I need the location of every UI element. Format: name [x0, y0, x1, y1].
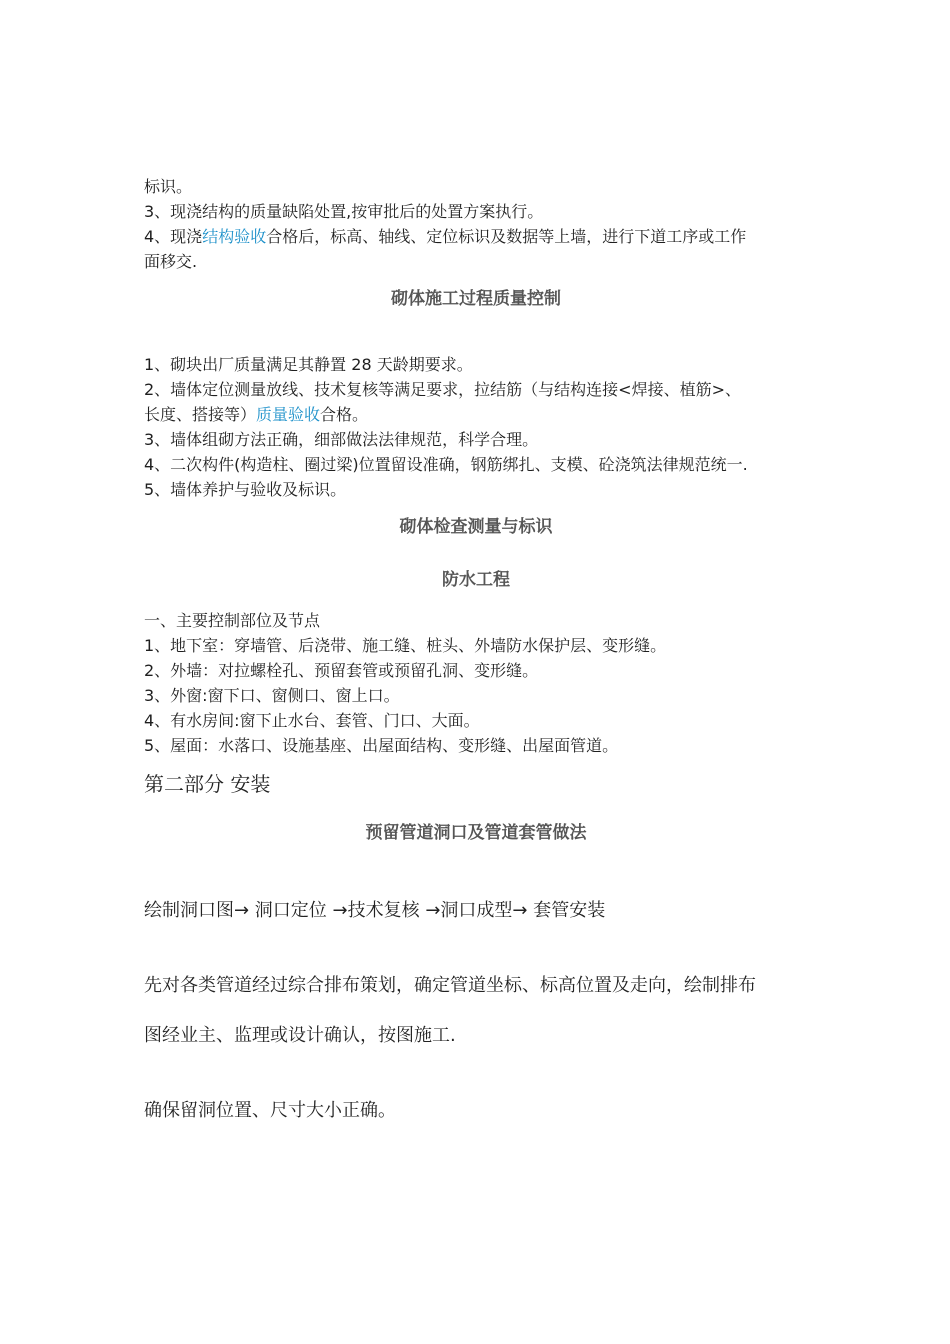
section-heading: 防水工程	[442, 570, 510, 590]
text-segment: 4、现浇	[144, 227, 203, 246]
text-line	[144, 225, 746, 249]
text-line: 图经业主、监理或设计确认，按图施工.	[144, 1025, 456, 1046]
text-segment: 长度、搭接等）	[144, 405, 257, 424]
text-line: 4、有水房间:窗下止水台、套管、门口、大面。	[144, 711, 480, 730]
text-segment: 合格。	[320, 405, 369, 424]
text-line: 5、屋面：水落口、设施基座、出屋面结构、变形缝、出屋面管道。	[144, 736, 619, 755]
quality-acceptance-link[interactable]: 质量验收	[256, 405, 321, 424]
text-line: 4、二次构件(构造柱、圈过梁)位置留设准确，钢筋绑扎、支模、砼浇筑法律规范统一.	[144, 455, 748, 474]
text-line	[144, 403, 368, 427]
section-heading: 砌体检查测量与标识	[399, 517, 553, 537]
part-title: 第二部分 安装	[144, 772, 271, 796]
text-line: 5、墙体养护与验收及标识。	[144, 480, 347, 499]
text-line: 面移交.	[144, 252, 198, 271]
text-line: 2、墙体定位测量放线、技术复核等满足要求，拉结筋（与结构连接<焊接、植筋>、	[144, 380, 741, 399]
text-line: 3、现浇结构的质量缺陷处置,按审批后的处置方案执行。	[144, 202, 544, 221]
text-line: 3、墙体组砌方法正确，细部做法法律规范，科学合理。	[144, 430, 539, 449]
section-heading: 预留管道洞口及管道套管做法	[365, 823, 587, 843]
text-line: 1、砌块出厂质量满足其静置 28 天龄期要求。	[144, 355, 473, 374]
text-line: 确保留洞位置、尺寸大小正确。	[144, 1100, 396, 1121]
text-line: 一、主要控制部位及节点	[144, 611, 321, 630]
process-flow: 绘制洞口图→ 洞口定位 →技术复核 →洞口成型→ 套管安装	[144, 900, 606, 921]
text-line: 3、外窗:窗下口、窗侧口、窗上口。	[144, 686, 400, 705]
text-segment: 合格后，标高、轴线、定位标识及数据等上墙，进行下道工序或工作	[266, 227, 747, 246]
section-heading: 砌体施工过程质量控制	[391, 289, 561, 309]
text-line: 1、地下室：穿墙管、后浇带、施工缝、桩头、外墙防水保护层、变形缝。	[144, 636, 667, 655]
text-line: 标识。	[144, 177, 193, 196]
structure-acceptance-link[interactable]: 结构验收	[202, 227, 267, 246]
text-line: 2、外墙：对拉螺栓孔、预留套管或预留孔洞、变形缝。	[144, 661, 539, 680]
text-line: 先对各类管道经过综合排布策划，确定管道坐标、标高位置及走向，绘制排布	[144, 975, 756, 996]
